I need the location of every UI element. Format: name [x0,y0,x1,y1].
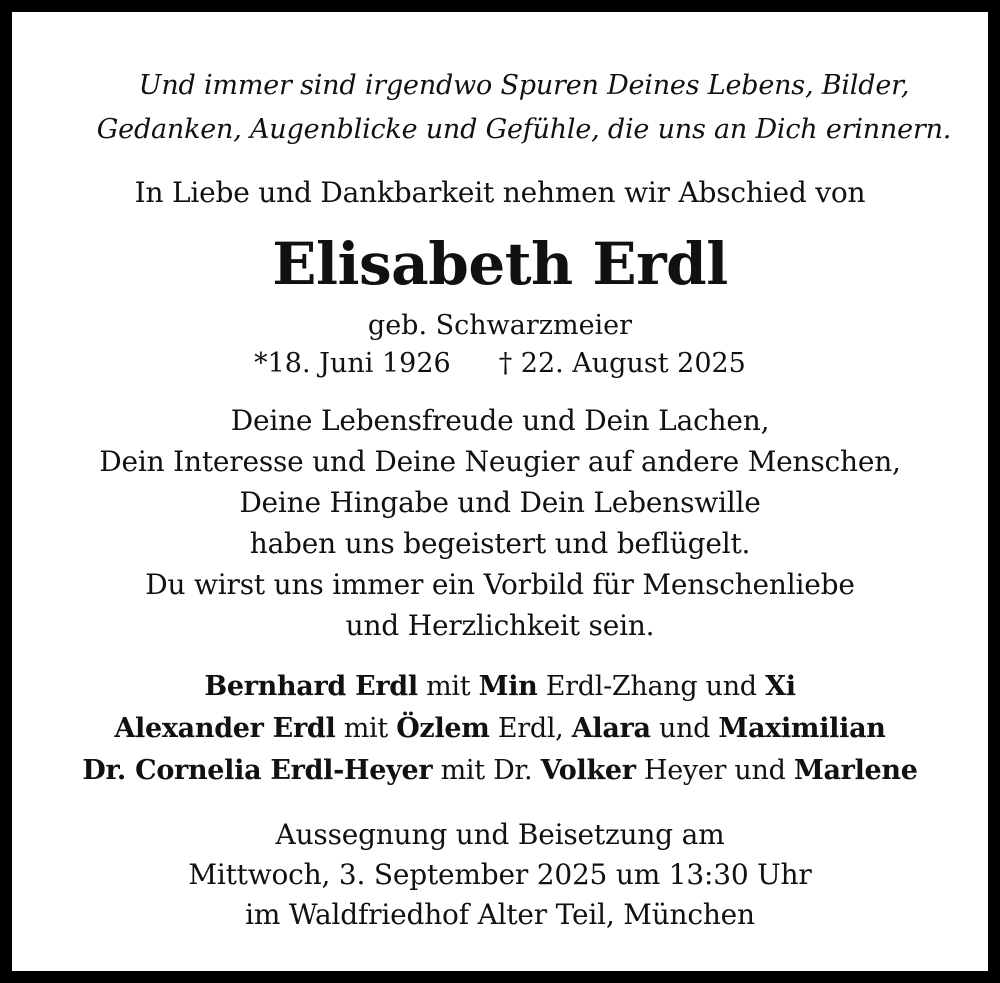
family-member-name: Alara [571,713,651,744]
family-member-name: Dr. Cornelia Erdl-Heyer [82,755,433,786]
family-member-name: Min [478,671,538,702]
family-connector-text: mit Dr. [432,755,541,786]
family-member-name: Maximilian [718,713,886,744]
family-member-name: Volker [540,755,636,786]
family-member-name: Xi [765,671,796,702]
family-member-name: Özlem [396,713,490,744]
family-connector-text: und [650,713,719,744]
verse-line-3: Deine Hingabe und Dein Lebenswille [239,486,761,519]
family-member-name: Alexander Erdl [114,713,336,744]
family-connector-text: Heyer und [635,755,794,786]
verse-line-1: Deine Lebensfreude und Dein Lachen, [230,404,770,437]
verse-line-6: und Herzlichkeit sein. [345,609,655,642]
service-line-2: Mittwoch, 3. September 2025 um 13:30 Uhr [188,858,812,891]
family-member-name: Marlene [793,755,918,786]
birth-date: *18. Juni 1926 [254,348,451,379]
family-connector-text: mit [417,671,479,702]
birth-name: geb. Schwarzmeier [367,310,633,341]
family-line-3 [24,755,976,786]
verse-line-4: haben uns begeistert und beflügelt. [249,527,751,560]
verse-line-2: Dein Interesse und Deine Neugier auf andere Menschen, [99,445,901,478]
death-date: † 22. August 2025 [498,348,746,379]
family-connector-text: mit [335,713,397,744]
deceased-name: Elisabeth Erdl [272,230,728,298]
family-connector-text: Erdl-Zhang und [537,671,766,702]
motto-line-2: Gedanken, Augenblicke und Gefühle, die uns an Dich erinnern. [96,114,952,145]
service-line-3: im Waldfriedhof Alter Teil, München [245,898,755,931]
service-line-1: Aussegnung und Beisetzung am [275,818,725,851]
motto-line-1: Und immer sind irgendwo Spuren Deines Lebens, Bilder, [138,70,910,101]
verse-line-5: Du wirst uns immer ein Vorbild für Menschenliebe [145,568,855,601]
family-member-name: Bernhard Erdl [204,671,418,702]
intro-text: In Liebe und Dankbarkeit nehmen wir Abschied von [134,176,866,209]
family-line-2 [24,713,976,744]
family-line-1 [24,671,976,702]
life-dates [24,348,976,379]
family-connector-text: Erdl, [489,713,572,744]
